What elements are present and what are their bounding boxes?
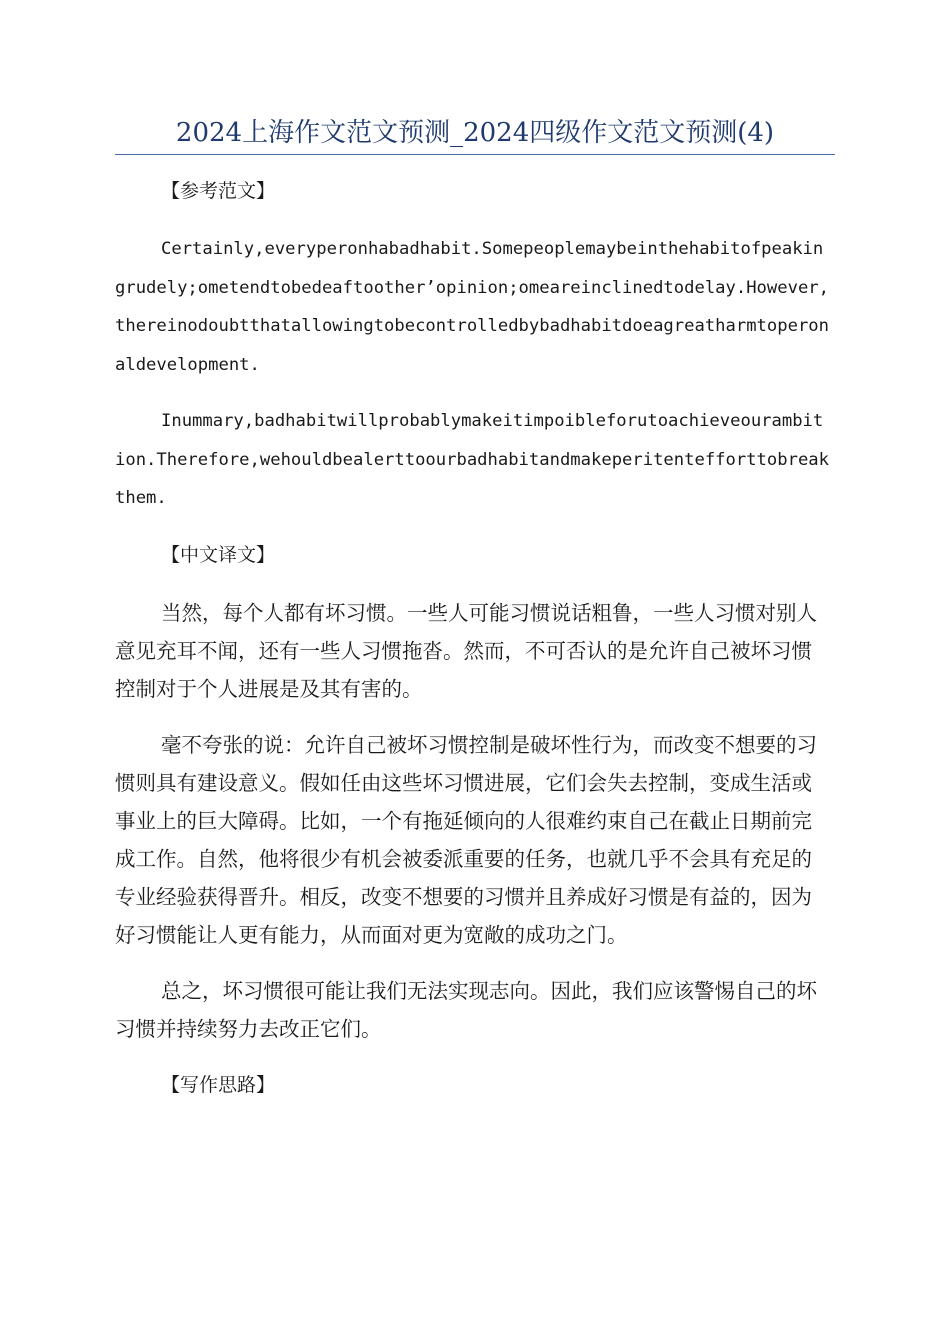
english-paragraph: Inummary,badhabitwillprobablymakeitimpoibleforutoachieveourambition.Therefore,wehouldbealerttoourbadhabitandmakeperitenteffortto​breakthem. [115, 411, 829, 508]
document-body [115, 172, 831, 1124]
section-heading-reference-essay: 【参考范文】 [161, 180, 276, 202]
chinese-paragraph: 毫不夸张的说：允许自己被坏习惯控制是破坏性行为，而改变不想要的习惯则具有建设意义。假如任由这些坏习惯进展，它们会失去控制，变成生活或事业上的巨大障碍。比如，一个有拖延倾向的人很难约束自己在截止日期前完成工作。自然，他将很少有机会被委派重要的任务，也就几乎不会具有充足的专业经验获得晋升。相反，改变不想要的习惯并且养成好习惯是有益的，因为好习惯能让人更有能力，从而面对更为宽敞的成功之门。 [115, 732, 817, 947]
page-title: 2024上海作文范文预测_2024四级作文范文预测(4) [175, 118, 775, 148]
english-paragraph: Certainly,everyperonhabadhabit.Somepeoplemaybeinthehabitofpeakingrudely;ometendtobedeaftoother’opinion;omeareinclinedtodelay.However,thereinodoubtthatallowingtobecontrolledbybadhabitdoeagreatharmtoperonaldevelopment. [115, 239, 829, 375]
title-underline [115, 154, 835, 155]
chinese-paragraph: 总之，坏习惯很可能让我们无法实现志向。因此，我们应该警惕自己的坏习惯并持续努力去改正它们。 [115, 978, 817, 1041]
section-heading-chinese-translation: 【中文译文】 [161, 543, 276, 566]
section-heading-writing-approach: 【写作思路】 [161, 1073, 276, 1096]
chinese-paragraph: 当然，每个人都有坏习惯。一些人可能习惯说话粗鲁，一些人习惯对别人意见充耳不闻，还有一些人习惯拖沓。然而，不可否认的是允许自己被坏习惯控制对于个人进展是及其有害的。 [115, 600, 817, 701]
